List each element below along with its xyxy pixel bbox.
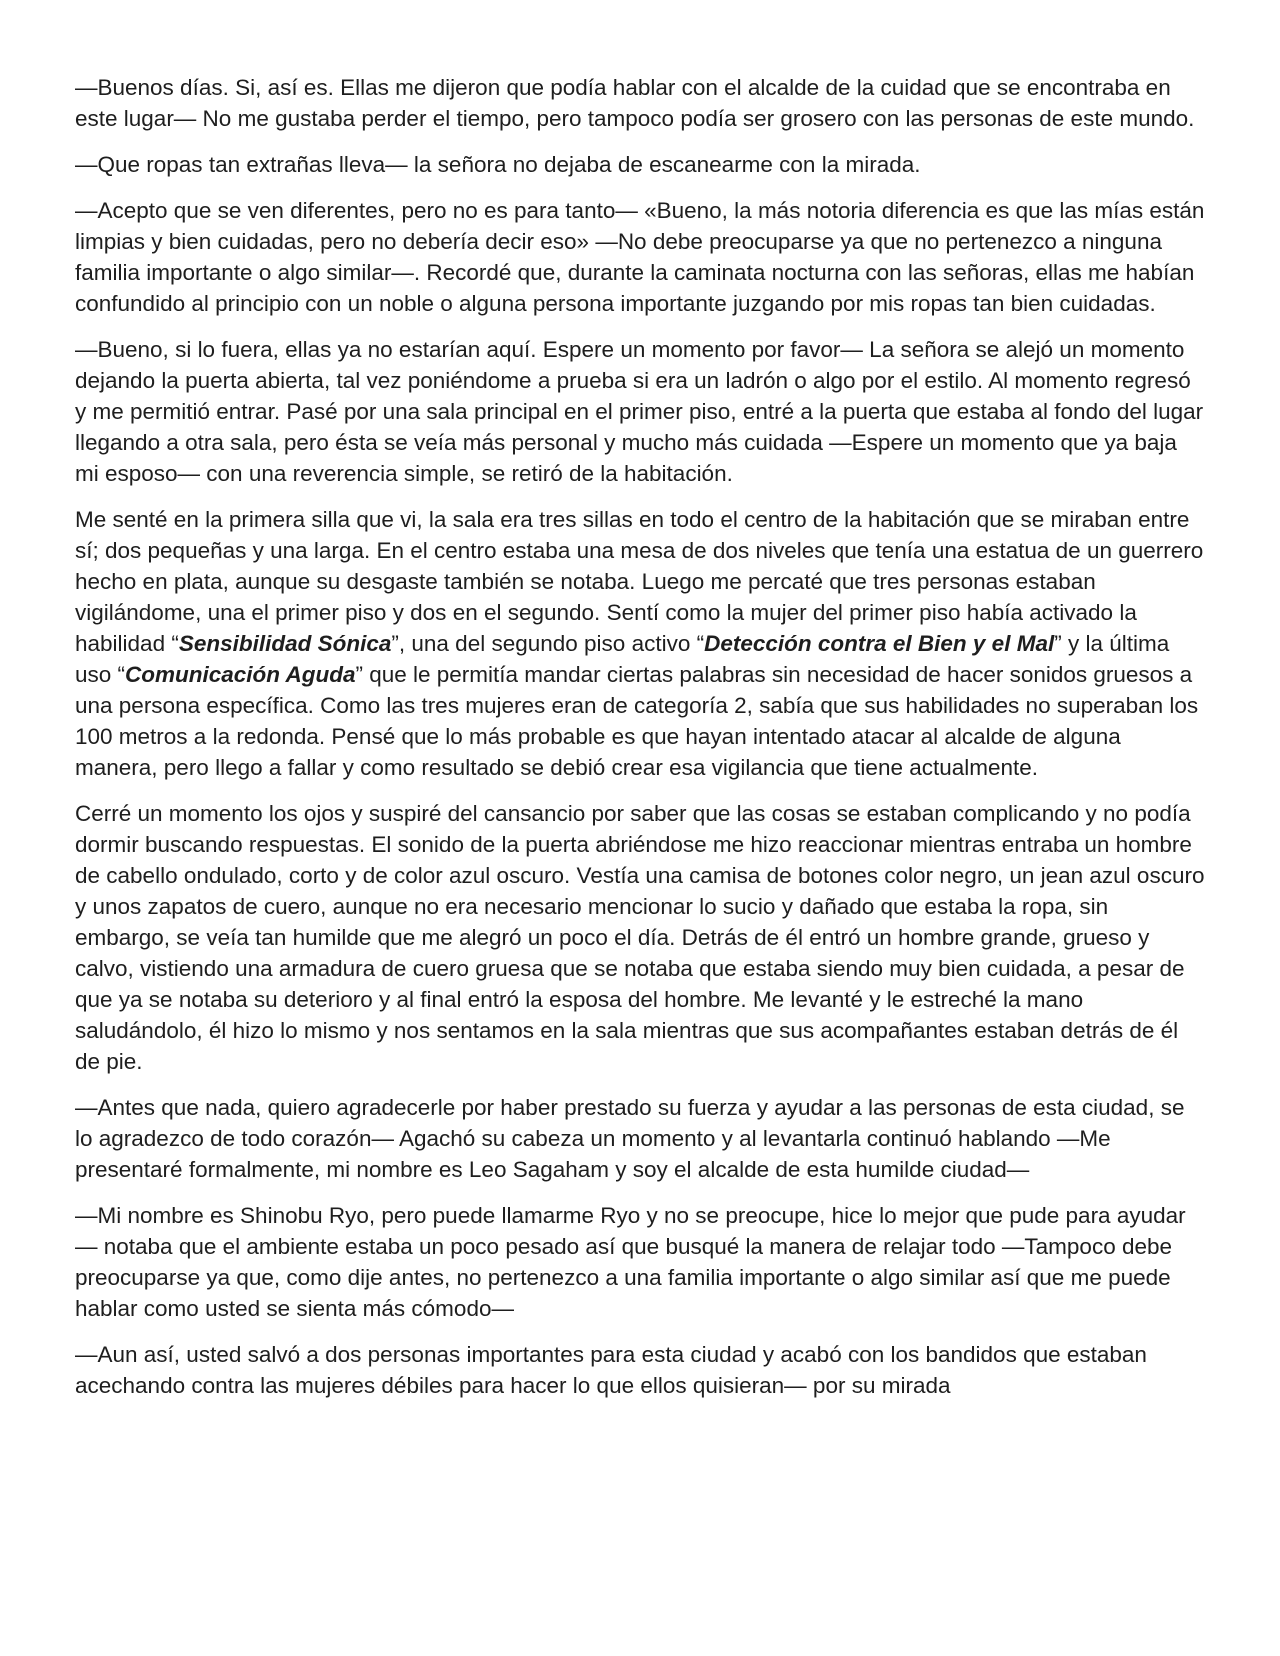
paragraph-text: —Mi nombre es Shinobu Ryo, pero puede llamarme Ryo y no se preocupe, hice lo mejor que pude para ayudar— notaba que el ambiente estaba un poco pesado así que busqué la manera de relajar todo —Tampoco debe preocuparse ya que, como dije antes, no pertenezco a una familia importante o algo similar así que me puede hablar como usted se sienta más cómodo— [75,1203,1186,1321]
document-page [75,72,1205,1416]
paragraph [75,1339,1205,1401]
paragraph-text: ”, una del segundo piso activo “ [391,631,705,656]
paragraph [75,334,1205,489]
paragraph [75,195,1205,319]
paragraph [75,1092,1205,1185]
paragraph-text: —Acepto que se ven diferentes, pero no es para tanto— «Bueno, la más notoria diferencia es que las mías están limpias y bien cuidadas, pero no debería decir eso» —No debe preocuparse ya que no pertenezco a ninguna familia importante o algo similar—. Recordé que, durante la caminata nocturna con las señoras, ellas me habían confundido al principio con un noble o alguna persona importante juzgando por mis ropas tan bien cuidadas. [75,198,1205,316]
paragraph-text: Me senté en la primera silla que vi, la sala era tres sillas en todo el centro de la habitación que se miraban entre sí; dos pequeñas y una larga. En el centro estaba una mesa de dos niveles que tenía una estatua de un guerrero hecho en plata, aunque su desgaste también se notaba. Luego me percaté que tres personas estaban vigilándome, una el primer piso y dos en el segundo. Sentí como la mujer del primer piso había activado la habilidad “ [75,507,1204,656]
skill-name: Detección contra el Bien y el Mal [704,631,1055,656]
paragraph [75,504,1205,783]
paragraph-text: —Antes que nada, quiero agradecerle por haber prestado su fuerza y ayudar a las personas de esta ciudad, se lo agradezco de todo corazón— Agachó su cabeza un momento y al levantarla continuó hablando —Me presentaré formalmente, mi nombre es Leo Sagaham y soy el alcalde de esta humilde ciudad— [75,1095,1185,1182]
paragraph-text: —Buenos días. Si, así es. Ellas me dijeron que podía hablar con el alcalde de la cuidad que se encontraba en este lugar— No me gustaba perder el tiempo, pero tampoco podía ser grosero con las personas de este mundo. [75,75,1195,131]
paragraph [75,149,1205,180]
paragraph-text: —Que ropas tan extrañas lleva— la señora no dejaba de escanearme con la mirada. [75,152,921,177]
paragraph-text: —Aun así, usted salvó a dos personas importantes para esta ciudad y acabó con los bandidos que estaban acechando contra las mujeres débiles para hacer lo que ellos quisieran— por su mirada [75,1342,1147,1398]
paragraph-text: —Bueno, si lo fuera, ellas ya no estarían aquí. Espere un momento por favor— La señora se alejó un momento dejando la puerta abierta, tal vez poniéndome a prueba si era un ladrón o algo por el estilo. Al momento regresó y me permitió entrar. Pasé por una sala principal en el primer piso, entré a la puerta que estaba al fondo del lugar llegando a otra sala, pero ésta se veía más personal y mucho más cuidada —Espere un momento que ya baja mi esposo— con una reverencia simple, se retiró de la habitación. [75,337,1204,486]
paragraph [75,798,1205,1077]
paragraph [75,72,1205,134]
skill-name: Comunicación Aguda [125,662,356,687]
paragraph-text: Cerré un momento los ojos y suspiré del cansancio por saber que las cosas se estaban complicando y no podía dormir buscando respuestas. El sonido de la puerta abriéndose me hizo reaccionar mientras entraba un hombre de cabello ondulado, corto y de color azul oscuro. Vestía una camisa de botones color negro, un jean azul oscuro y unos zapatos de cuero, aunque no era necesario mencionar lo sucio y dañado que estaba la ropa, sin embargo, se veía tan humilde que me alegró un poco el día. Detrás de él entró un hombre grande, grueso y calvo, vistiendo una armadura de cuero gruesa que se notaba que estaba siendo muy bien cuidada, a pesar de que ya se notaba su deterioro y al final entró la esposa del hombre. Me levanté y le estreché la mano saludándolo, él hizo lo mismo y nos sentamos en la sala mientras que sus acompañantes estaban detrás de él de pie. [75,801,1205,1074]
paragraph-text: ” que le permitía mandar ciertas palabras sin necesidad de hacer sonidos gruesos a una persona específica. Como las tres mujeres eran de categoría 2, sabía que sus habilidades no superaban los 100 metros a la redonda. Pensé que lo más probable es que hayan intentado atacar al alcalde de alguna manera, pero llego a fallar y como resultado se debió crear esa vigilancia que tiene actualmente. [75,662,1199,780]
paragraph [75,1200,1205,1324]
skill-name: Sensibilidad Sónica [178,631,392,656]
paragraph-text: ” y la última uso “ [75,631,1170,687]
